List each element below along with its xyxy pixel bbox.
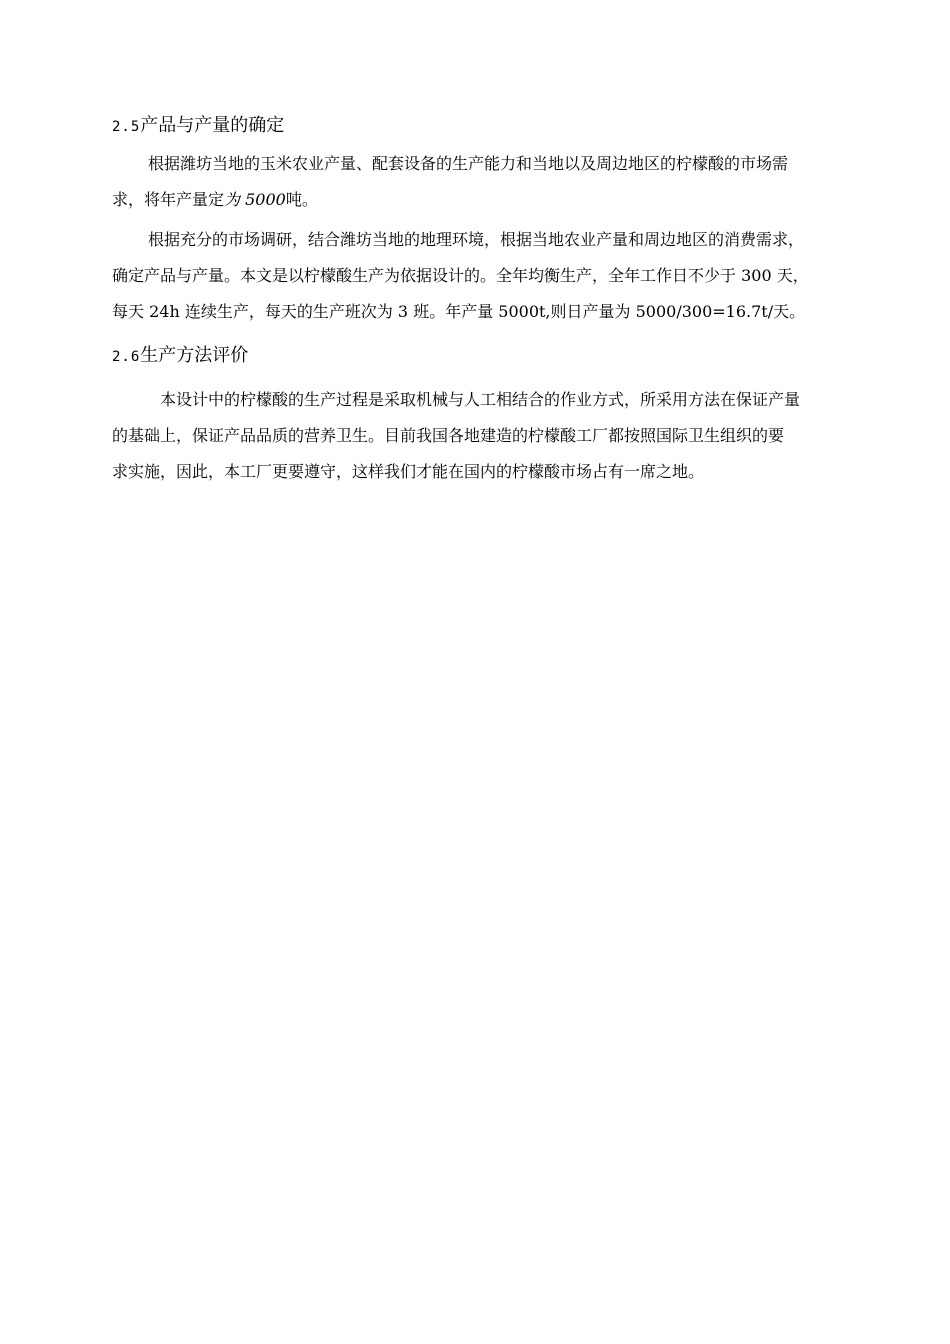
section-2-6 xyxy=(112,344,864,369)
paragraph-line: 求实施，因此，本工厂更要遵守，这样我们才能在国内的柠檬酸市场占有一席之地。 xyxy=(112,462,705,481)
section-number: 2.5 xyxy=(112,119,141,135)
paragraph-2-6-1 xyxy=(112,382,864,490)
paragraph-body xyxy=(112,146,864,218)
section-2-5 xyxy=(112,114,864,139)
paragraph-line: 的基础上，保证产品品质的营养卫生。目前我国各地建造的柠檬酸工厂都按照国际卫生组织的要 xyxy=(112,426,785,445)
paragraph-line: 每天 24h 连续生产，每天的生产班次为 3 班。年产量 5000t,则日产量为 5000/300=16.7t/天。 xyxy=(112,302,806,321)
paragraph-line: 确定产品与产量。本文是以柠檬酸生产为依据设计的。全年均衡生产，全年工作日不少于 300 天， xyxy=(112,266,809,285)
paragraph-line xyxy=(112,182,864,218)
paragraph-line: 根据潍坊当地的玉米农业产量、配套设备的生产能力和当地以及周边地区的柠檬酸的市场需 xyxy=(148,154,789,173)
section-heading-2-5 xyxy=(112,114,864,139)
paragraph-body xyxy=(112,382,864,490)
text-run: 吨。 xyxy=(285,190,318,209)
paragraph-line: 根据充分的市场调研，结合潍坊当地的地理环境，根据当地农业产量和周边地区的消费需求， xyxy=(148,230,805,249)
text-run: 求，将年产量定 xyxy=(112,190,225,209)
paragraph-2-5-1 xyxy=(112,146,864,218)
text-run-italic: 为 5000 xyxy=(224,190,286,209)
section-title: 产品与产量的确定 xyxy=(140,115,285,136)
paragraph-body xyxy=(112,222,864,330)
paragraph-line: 本设计中的柠檬酸的生产过程是采取机械与人工相结合的作业方式，所采用方法在保证产量 xyxy=(160,390,801,409)
section-number: 2.6 xyxy=(112,349,141,365)
paragraph-2-5-2 xyxy=(112,222,864,330)
section-title: 生产方法评价 xyxy=(140,345,249,366)
section-heading-2-6 xyxy=(112,344,864,369)
